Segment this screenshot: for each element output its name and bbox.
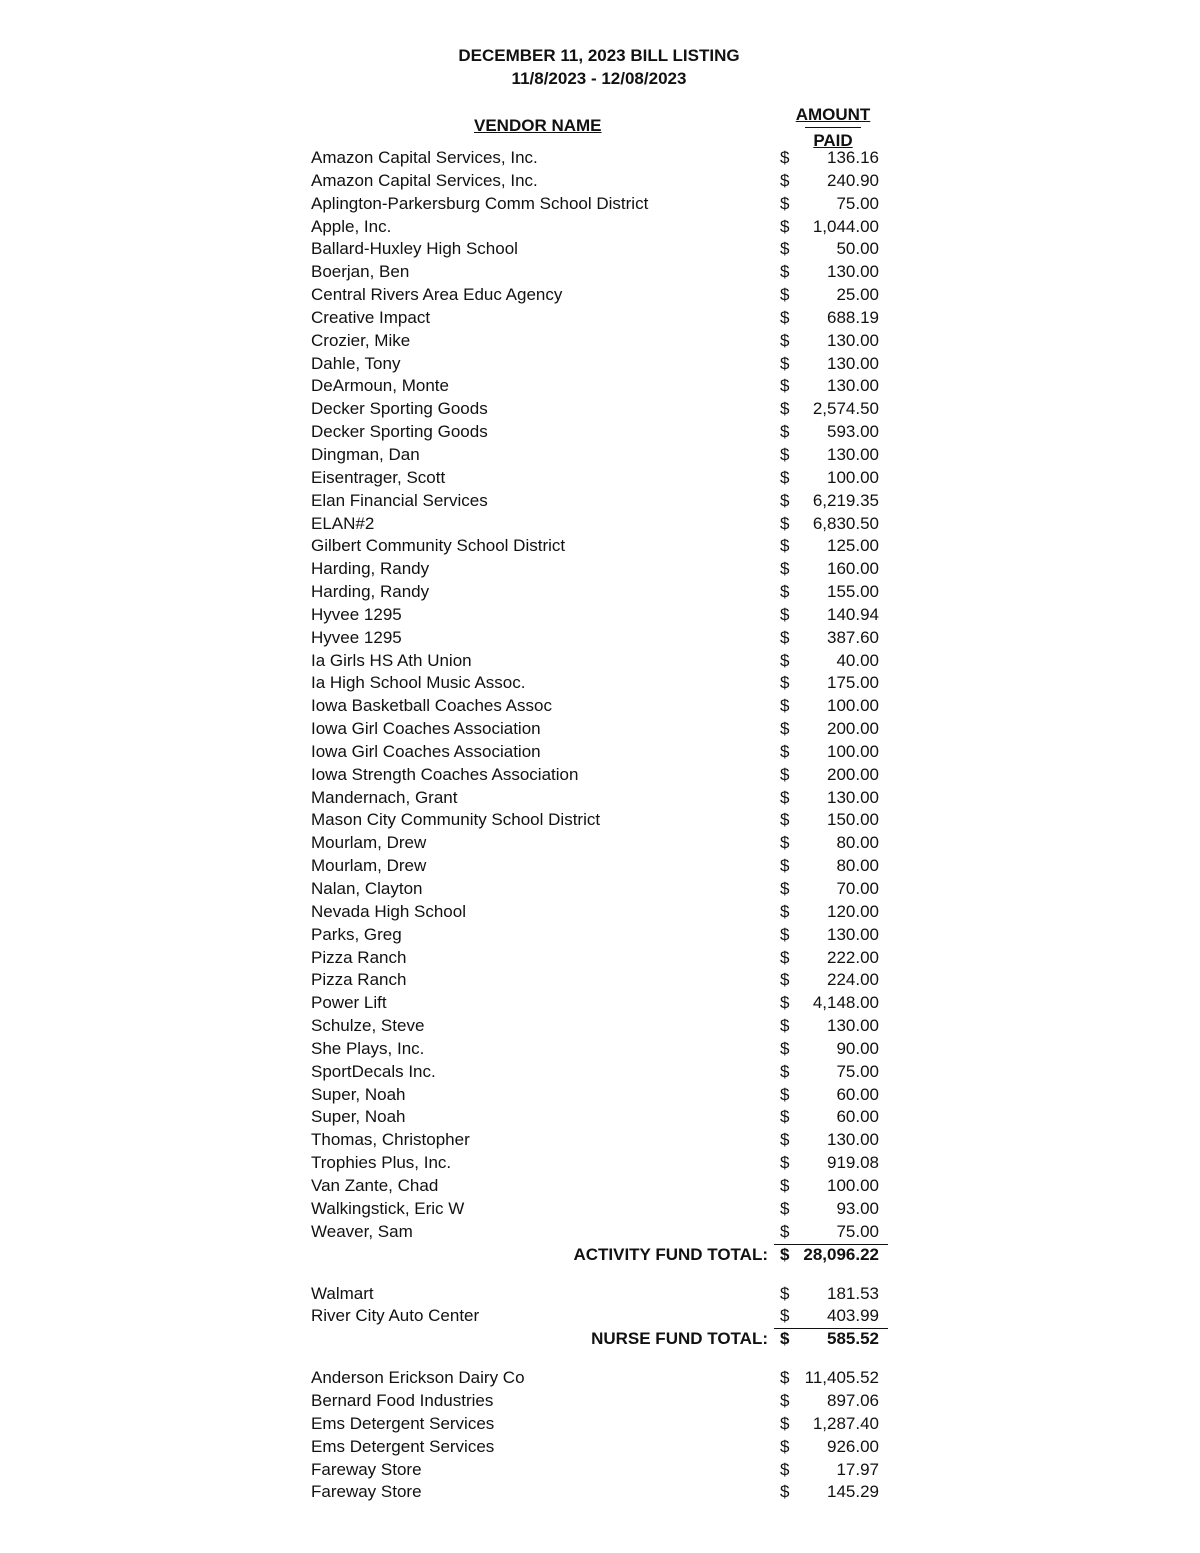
table-row: [0, 513, 1200, 536]
table-row: [0, 718, 1200, 741]
vendor-name: Schulze, Steve: [311, 1016, 425, 1036]
vendor-name: Amazon Capital Services, Inc.: [311, 148, 538, 167]
amount-paid: 40.00: [836, 650, 879, 670]
table-row: [0, 1413, 1200, 1436]
page-header: [0, 44, 1200, 90]
amount-paid: 155.00: [827, 582, 879, 602]
currency-symbol: $: [780, 650, 790, 670]
table-row: [0, 878, 1200, 901]
currency-symbol: $: [780, 399, 790, 419]
currency-symbol: $: [780, 307, 790, 327]
currency-symbol: $: [780, 1084, 790, 1104]
amount-paid: 75.00: [836, 193, 879, 213]
currency-symbol: $: [780, 787, 790, 807]
activity-fund-total-label: ACTIVITY FUND TOTAL:: [573, 1244, 768, 1264]
amount-paid: 1,044.00: [812, 216, 879, 236]
amount-paid: 160.00: [827, 559, 879, 579]
vendor-name: Ia High School Music Assoc.: [311, 673, 526, 693]
currency-symbol: $: [780, 513, 790, 533]
vendor-name: Pizza Ranch: [311, 970, 407, 990]
currency-symbol: $: [780, 1061, 790, 1081]
table-row: [0, 969, 1200, 992]
table-row: [0, 238, 1200, 261]
currency-symbol: $: [780, 993, 790, 1013]
currency-symbol: $: [780, 444, 790, 464]
currency-symbol: $: [780, 604, 790, 624]
currency-symbol: $: [780, 1368, 790, 1388]
amount-paid: 200.00: [827, 719, 879, 739]
vendor-name: Mourlam, Drew: [311, 856, 427, 876]
amount-paid: 130.00: [827, 924, 879, 944]
amount-paid: 387.60: [827, 627, 879, 647]
vendor-name: Ballard-Huxley High School: [311, 239, 518, 259]
currency-symbol: $: [780, 741, 790, 761]
vendor-name: Aplington-Parkersburg Comm School District: [311, 193, 649, 213]
table-row: [0, 832, 1200, 855]
vendor-name: Decker Sporting Goods: [311, 399, 488, 419]
amount-paid: 60.00: [836, 1107, 879, 1127]
table-row: [0, 1152, 1200, 1175]
currency-symbol: $: [780, 1329, 790, 1349]
currency-symbol: $: [780, 1198, 790, 1218]
amount-paid: 181.53: [827, 1283, 879, 1303]
amount-paid: 100.00: [827, 696, 879, 716]
table-row: [0, 627, 1200, 650]
currency-symbol: $: [780, 239, 790, 259]
amount-paid: 50.00: [836, 239, 879, 259]
vendor-name: Harding, Randy: [311, 582, 430, 602]
vendor-name: River City Auto Center: [311, 1306, 480, 1326]
vendor-name: Pizza Ranch: [311, 947, 407, 967]
table-row: [0, 992, 1200, 1015]
table-row: [0, 558, 1200, 581]
table-row: [0, 1390, 1200, 1413]
currency-symbol: $: [780, 376, 790, 396]
table-row: [0, 901, 1200, 924]
table-row: [0, 1106, 1200, 1129]
amount-paid: 145.29: [827, 1482, 879, 1502]
amount-paid: 70.00: [836, 879, 879, 898]
amount-paid: 403.99: [827, 1306, 879, 1326]
amount-paid: 1,287.40: [812, 1413, 879, 1433]
table-row: [0, 170, 1200, 193]
currency-symbol: $: [780, 582, 790, 602]
vendor-name: Hyvee 1295: [311, 604, 402, 624]
currency-symbol: $: [780, 193, 790, 213]
table-row: [0, 924, 1200, 947]
vendor-name: Apple, Inc.: [311, 216, 392, 236]
currency-symbol: $: [780, 901, 790, 921]
table-row: [0, 1038, 1200, 1061]
currency-symbol: $: [780, 696, 790, 716]
nurse-fund-section: [0, 1283, 1200, 1329]
amount-paid: 93.00: [836, 1198, 879, 1218]
vendor-name: Decker Sporting Goods: [311, 422, 488, 442]
currency-symbol: $: [780, 148, 790, 167]
table-row: [0, 764, 1200, 787]
vendor-name: Iowa Strength Coaches Association: [311, 764, 579, 784]
vendor-name: ELAN#2: [311, 513, 375, 533]
table-row: [0, 490, 1200, 513]
amount-paid: 25.00: [836, 285, 879, 305]
table-row: [0, 1061, 1200, 1084]
currency-symbol: $: [780, 1038, 790, 1058]
currency-symbol: $: [780, 1391, 790, 1411]
activity-fund-section: [0, 147, 1200, 1244]
currency-symbol: $: [780, 1244, 790, 1264]
date-range: 11/8/2023 - 12/08/2023: [511, 69, 687, 88]
nurse-fund-total-label: NURSE FUND TOTAL:: [591, 1329, 768, 1349]
table-row: [0, 741, 1200, 764]
amount-paid: 6,219.35: [812, 490, 879, 510]
amount-paid: 130.00: [827, 330, 879, 350]
vendor-name: Hyvee 1295: [311, 627, 402, 647]
vendor-name: Harding, Randy: [311, 559, 430, 579]
amount-paid: 80.00: [836, 833, 879, 853]
vendor-name: Ia Girls HS Ath Union: [311, 650, 472, 670]
table-row: [0, 147, 1200, 170]
amount-paid: 75.00: [836, 1221, 879, 1241]
amount-paid: 130.00: [827, 1130, 879, 1150]
vendor-name: Fareway Store: [311, 1459, 422, 1479]
currency-symbol: $: [780, 764, 790, 784]
currency-symbol: $: [780, 879, 790, 898]
amount-paid: 897.06: [827, 1391, 879, 1411]
amount-paid: 926.00: [827, 1436, 879, 1456]
table-row: [0, 284, 1200, 307]
currency-symbol: $: [780, 1130, 790, 1150]
amount-paid: 200.00: [827, 764, 879, 784]
amount-paid: 140.94: [827, 604, 879, 624]
currency-symbol: $: [780, 1175, 790, 1195]
table-row: [0, 193, 1200, 216]
table-row: [0, 1084, 1200, 1107]
nurse-fund-total-amount: 585.52: [827, 1329, 879, 1349]
amount-paid: 130.00: [827, 262, 879, 282]
currency-symbol: $: [780, 490, 790, 510]
table-row: [0, 1198, 1200, 1221]
table-row: [0, 809, 1200, 832]
food-fund-section: [0, 1367, 1200, 1504]
amount-paid: 688.19: [827, 307, 879, 327]
amount-paid: 6,830.50: [812, 513, 879, 533]
amount-paid: 593.00: [827, 422, 879, 442]
vendor-name: Anderson Erickson Dairy Co: [311, 1368, 525, 1388]
table-row: [0, 1129, 1200, 1152]
amount-paid: 11,405.52: [804, 1368, 879, 1388]
currency-symbol: $: [780, 1153, 790, 1173]
amount-paid: 100.00: [827, 467, 879, 487]
currency-symbol: $: [780, 1107, 790, 1127]
vendor-name: Gilbert Community School District: [311, 536, 566, 556]
currency-symbol: $: [780, 559, 790, 579]
currency-symbol: $: [780, 1413, 790, 1433]
table-row: [0, 330, 1200, 353]
amount-paid: 136.16: [827, 148, 879, 167]
vendor-name: Trophies Plus, Inc.: [311, 1153, 452, 1173]
table-row: [0, 672, 1200, 695]
currency-symbol: $: [780, 947, 790, 967]
currency-symbol: $: [780, 673, 790, 693]
table-row: [0, 307, 1200, 330]
currency-symbol: $: [780, 1482, 790, 1502]
table-row: [0, 695, 1200, 718]
vendor-name: Fareway Store: [311, 1482, 422, 1502]
vendor-name: Iowa Girl Coaches Association: [311, 741, 541, 761]
activity-fund-total-row: [0, 1244, 1200, 1268]
currency-symbol: $: [780, 536, 790, 556]
table-row: [0, 261, 1200, 284]
currency-symbol: $: [780, 1283, 790, 1303]
amount-paid: 60.00: [836, 1084, 879, 1104]
amount-paid: 130.00: [827, 787, 879, 807]
vendor-name: Walmart: [311, 1283, 374, 1303]
amount-paid: 130.00: [827, 353, 879, 373]
amount-paid: 150.00: [827, 810, 879, 830]
amount-paid: 120.00: [827, 901, 879, 921]
amount-paid: 90.00: [836, 1038, 879, 1058]
vendor-name: Dahle, Tony: [311, 353, 401, 373]
vendor-name: Boerjan, Ben: [311, 262, 410, 282]
amount-paid: 130.00: [827, 376, 879, 396]
vendor-name: Mandernach, Grant: [311, 787, 458, 807]
vendor-name-column-header: VENDOR NAME: [474, 116, 602, 135]
vendor-name: Dingman, Dan: [311, 444, 420, 464]
activity-fund-total-amount: 28,096.22: [803, 1244, 879, 1264]
currency-symbol: $: [780, 924, 790, 944]
currency-symbol: $: [780, 627, 790, 647]
table-row: [0, 535, 1200, 558]
amount-paid: 17.97: [836, 1459, 879, 1479]
currency-symbol: $: [780, 170, 790, 190]
amount-paid: 4,148.00: [812, 993, 879, 1013]
table-row: [0, 1459, 1200, 1482]
currency-symbol: $: [780, 330, 790, 350]
vendor-name: Ems Detergent Services: [311, 1436, 495, 1456]
amount-paid: 100.00: [827, 741, 879, 761]
table-row: [0, 787, 1200, 810]
table-row: [0, 1015, 1200, 1038]
vendor-name: Nalan, Clayton: [311, 879, 423, 898]
table-row: [0, 855, 1200, 878]
amount-paid: 75.00: [836, 1061, 879, 1081]
currency-symbol: $: [780, 1016, 790, 1036]
amount-paid: 130.00: [827, 444, 879, 464]
vendor-name: Weaver, Sam: [311, 1221, 413, 1241]
amount-paid: 80.00: [836, 856, 879, 876]
vendor-name: Elan Financial Services: [311, 490, 488, 510]
table-row: [0, 467, 1200, 490]
table-row: [0, 444, 1200, 467]
vendor-name: Mourlam, Drew: [311, 833, 427, 853]
amount-paid: 175.00: [827, 673, 879, 693]
vendor-name: Van Zante, Chad: [311, 1175, 439, 1195]
vendor-name: Super, Noah: [311, 1107, 406, 1127]
vendor-name: Iowa Girl Coaches Association: [311, 719, 541, 739]
vendor-name: She Plays, Inc.: [311, 1038, 425, 1058]
currency-symbol: $: [780, 1459, 790, 1479]
amount-header-line1: AMOUNT: [795, 105, 871, 124]
currency-symbol: $: [780, 467, 790, 487]
bill-listing: [0, 147, 1200, 1504]
table-row: [0, 216, 1200, 239]
table-row: [0, 1436, 1200, 1459]
amount-header-line2: PAID: [805, 127, 860, 153]
vendor-name: Bernard Food Industries: [311, 1391, 494, 1411]
vendor-name: Power Lift: [311, 993, 387, 1013]
currency-symbol: $: [780, 285, 790, 305]
table-row: [0, 604, 1200, 627]
vendor-name: Central Rivers Area Educ Agency: [311, 285, 563, 305]
amount-paid-column-header: [780, 102, 886, 153]
amount-paid: 224.00: [827, 970, 879, 990]
currency-symbol: $: [780, 1436, 790, 1456]
currency-symbol: $: [780, 216, 790, 236]
table-row: [0, 398, 1200, 421]
table-row: [0, 650, 1200, 673]
currency-symbol: $: [780, 1221, 790, 1241]
table-row: [0, 581, 1200, 604]
currency-symbol: $: [780, 833, 790, 853]
amount-paid: 100.00: [827, 1175, 879, 1195]
table-row: [0, 1481, 1200, 1504]
currency-symbol: $: [780, 970, 790, 990]
table-row: [0, 421, 1200, 444]
currency-symbol: $: [780, 719, 790, 739]
vendor-name: Super, Noah: [311, 1084, 406, 1104]
table-row: [0, 1367, 1200, 1390]
vendor-name: Creative Impact: [311, 307, 431, 327]
table-row: [0, 1175, 1200, 1198]
vendor-name: Eisentrager, Scott: [311, 467, 446, 487]
table-row: [0, 947, 1200, 970]
vendor-name: Mason City Community School District: [311, 810, 601, 830]
table-row: [0, 1221, 1200, 1244]
vendor-name: Amazon Capital Services, Inc.: [311, 170, 538, 190]
vendor-name: Parks, Greg: [311, 924, 402, 944]
table-row: [0, 1283, 1200, 1306]
vendor-name: Nevada High School: [311, 901, 466, 921]
table-row: [0, 353, 1200, 376]
vendor-name: Thomas, Christopher: [311, 1130, 470, 1150]
currency-symbol: $: [780, 262, 790, 282]
vendor-name: Walkingstick, Eric W: [311, 1198, 465, 1218]
amount-paid: 125.00: [827, 536, 879, 556]
vendor-name: Iowa Basketball Coaches Assoc: [311, 696, 552, 716]
vendor-name: Crozier, Mike: [311, 330, 411, 350]
amount-paid: 2,574.50: [812, 399, 879, 419]
currency-symbol: $: [780, 856, 790, 876]
currency-symbol: $: [780, 1306, 790, 1326]
vendor-name: Ems Detergent Services: [311, 1413, 495, 1433]
currency-symbol: $: [780, 810, 790, 830]
currency-symbol: $: [780, 353, 790, 373]
page-title: DECEMBER 11, 2023 BILL LISTING: [458, 46, 740, 65]
nurse-fund-total-row: [0, 1328, 1200, 1352]
table-row: [0, 1305, 1200, 1328]
vendor-name: DeArmoun, Monte: [311, 376, 449, 396]
amount-paid: 130.00: [827, 1016, 879, 1036]
currency-symbol: $: [780, 422, 790, 442]
vendor-name: SportDecals Inc.: [311, 1061, 436, 1081]
amount-paid: 240.90: [827, 170, 879, 190]
table-row: [0, 375, 1200, 398]
amount-paid: 919.08: [827, 1153, 879, 1173]
amount-paid: 222.00: [827, 947, 879, 967]
